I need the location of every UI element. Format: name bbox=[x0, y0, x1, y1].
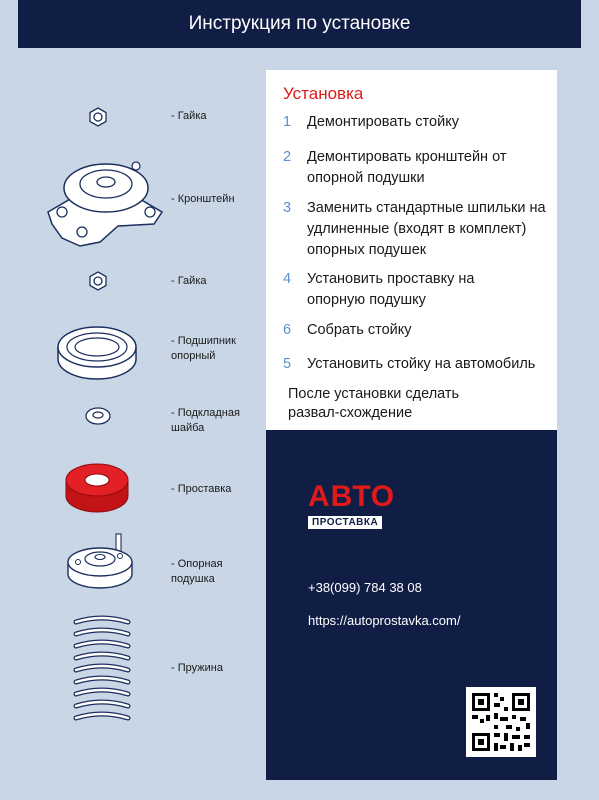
part-label-bracket: - Кронштейн bbox=[171, 193, 235, 205]
website-link[interactable]: https://autoprostavka.com/ bbox=[308, 613, 461, 628]
step-text: Демонтировать кронштейн от опорной подушки bbox=[307, 149, 507, 186]
step-number: 2 bbox=[283, 149, 292, 165]
brand-panel bbox=[266, 430, 557, 780]
part-label-washer: - Подкладная шайба bbox=[171, 407, 240, 434]
bracket-icon bbox=[42, 154, 168, 250]
nut-icon bbox=[88, 271, 108, 291]
spacer-icon bbox=[62, 460, 132, 516]
page-header bbox=[18, 0, 581, 48]
part-label-nut: - Гайка bbox=[171, 275, 207, 287]
step-text: Собрать стойку bbox=[307, 322, 412, 338]
step-number: 6 bbox=[283, 322, 292, 338]
logo-text-top: АВТО bbox=[308, 480, 396, 513]
qr-code-icon[interactable] bbox=[466, 687, 536, 757]
bearing-icon bbox=[54, 321, 140, 383]
nut-icon bbox=[88, 107, 108, 127]
spring-icon bbox=[70, 614, 134, 730]
install-step bbox=[283, 112, 543, 133]
step-text: Заменить стандартные шпильки на удлиненные (входят в комплект) опорных подушек bbox=[307, 200, 546, 258]
install-step bbox=[283, 320, 543, 341]
install-title: Установка bbox=[283, 84, 364, 103]
logo-text-bottom: ПРОСТАВКА bbox=[308, 516, 382, 529]
step-text: Установить стойку на автомобиль bbox=[307, 356, 536, 372]
brand-logo bbox=[308, 482, 395, 530]
washer-icon bbox=[84, 406, 112, 426]
part-label-spacer: - Проставка bbox=[171, 483, 232, 495]
part-label-strut-mount: - Опорная подушка bbox=[171, 558, 223, 585]
install-step bbox=[283, 354, 563, 375]
step-number: 4 bbox=[283, 271, 292, 287]
part-label-nut: - Гайка bbox=[171, 110, 207, 122]
step-text: Демонтировать стойку bbox=[307, 114, 459, 130]
install-step bbox=[283, 147, 533, 189]
install-panel bbox=[266, 70, 557, 430]
step-text: Установить проставку на опорную подушку bbox=[307, 271, 475, 308]
page-title: Инструкция по установке bbox=[188, 13, 411, 34]
part-label-spring: - Пружина bbox=[171, 662, 223, 674]
step-number: 1 bbox=[283, 114, 292, 130]
strut-mount-icon bbox=[64, 532, 136, 594]
install-step bbox=[283, 198, 558, 261]
install-step bbox=[283, 269, 513, 311]
step-number: 3 bbox=[283, 200, 292, 216]
part-label-bearing: - Подшипник опорный bbox=[171, 335, 236, 362]
step-number: 5 bbox=[283, 356, 292, 372]
phone-number[interactable]: +38(099) 784 38 08 bbox=[308, 580, 422, 595]
parts-list bbox=[18, 48, 266, 800]
after-install-note: После установки сделать развал-схождение bbox=[288, 386, 460, 421]
